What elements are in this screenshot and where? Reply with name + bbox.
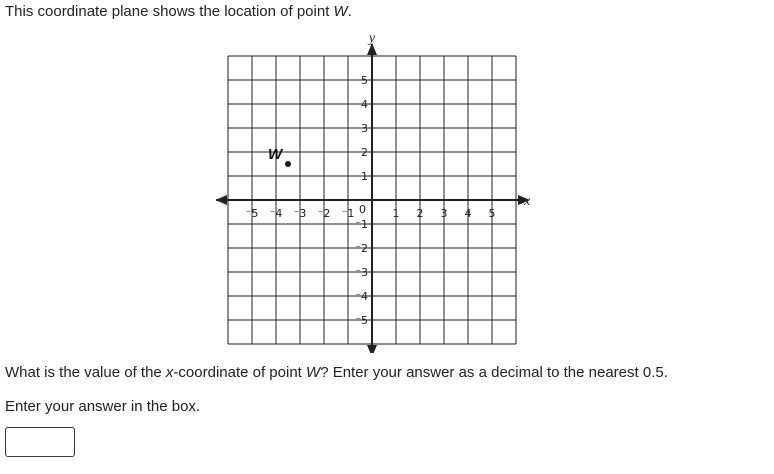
intro-text	[5, 3, 352, 21]
x-tick-label: ⁻4	[269, 207, 283, 220]
question-text-part-2: -coordinate of point	[173, 364, 307, 381]
answer-input[interactable]	[5, 427, 75, 457]
y-tick-label: 4	[361, 98, 368, 111]
point-w-label: W	[268, 146, 283, 163]
y-tick-label: ⁻2	[355, 242, 368, 255]
question-text-part-1: What is the value of the	[5, 364, 166, 381]
intro-text-end: .	[347, 3, 352, 20]
coordinate-plane-graphic	[216, 35, 542, 353]
y-tick-label: 5	[361, 74, 368, 87]
y-tick-label: ⁻3	[355, 266, 368, 279]
intro-point-name: W	[333, 3, 348, 20]
origin-label: 0	[359, 203, 366, 216]
answer-prompt: Enter your answer in the box.	[5, 398, 201, 415]
axes	[216, 43, 530, 353]
x-tick-label: 4	[464, 207, 472, 220]
x-tick-label: 3	[440, 207, 448, 220]
coordinate-plane	[216, 35, 542, 353]
y-tick-label: 2	[361, 146, 368, 159]
x-tick-label: ⁻2	[317, 207, 331, 220]
y-tick-label: ⁻1	[355, 218, 368, 231]
x-tick-label: 2	[416, 207, 424, 220]
x-tick-label: ⁻3	[293, 207, 307, 220]
y-tick-label: 3	[361, 122, 368, 135]
x-axis-arrow-left	[216, 195, 227, 205]
x-tick-label: 1	[392, 207, 400, 220]
intro-text-start: This coordinate plane shows the location of point	[5, 3, 334, 20]
y-axis-arrow-down	[367, 345, 377, 353]
question-text-part-3: ? Enter your answer as a decimal to the nearest 0.5.	[320, 364, 668, 381]
point-w-marker	[285, 161, 291, 167]
y-tick-label: 1	[361, 170, 368, 183]
y-tick-label: ⁻5	[355, 314, 368, 327]
question-variable: x	[165, 364, 174, 381]
y-tick-label: ⁻4	[355, 290, 368, 303]
question-text	[5, 364, 668, 382]
x-axis-label: x	[524, 194, 531, 209]
x-tick-label: ⁻1	[341, 207, 355, 220]
x-tick-label: ⁻5	[245, 207, 259, 220]
question-point-name: W	[306, 364, 321, 381]
x-tick-label: 5	[488, 207, 496, 220]
y-axis-label: y	[368, 35, 376, 46]
